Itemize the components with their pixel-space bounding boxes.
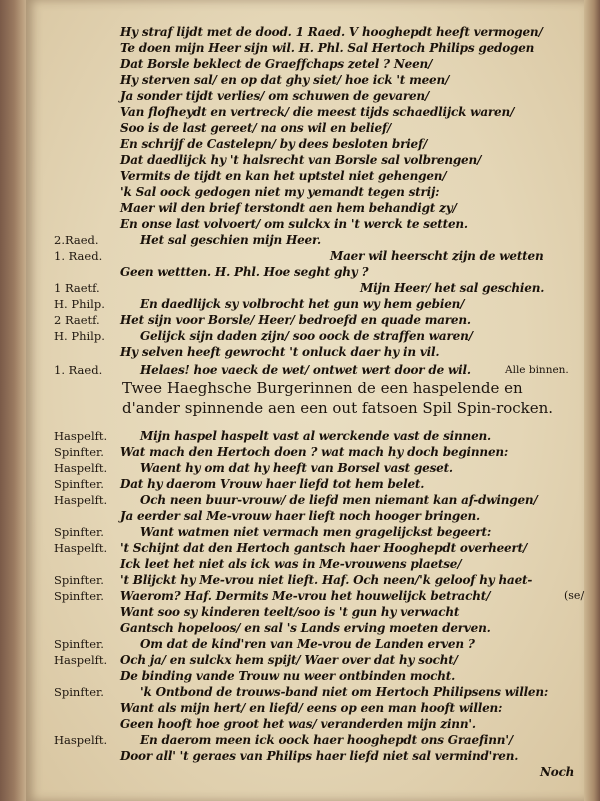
- verse-text: Dat Borsle beklect de Graeffchaps zetel ? Neen/: [120, 57, 433, 71]
- verse-text: 't Blijckt hy Me-vrou niet lieft. Haf. Och neen/'k geloof hy haet-: [120, 573, 533, 587]
- text-line: [0, 620, 600, 636]
- speaker-label: Haspelft.: [54, 541, 108, 555]
- text-line: [0, 588, 600, 604]
- verse-text: Och ja/ en sulckx hem spijt/ Waer over dat hy socht/: [120, 653, 458, 667]
- scene-heading: Twee Haeghsche Burgerinnen de een haspelende en d'ander spinnende aen een out fatsoen Spil Spin-rocken.: [122, 379, 554, 417]
- speaker-label: H. Philp.: [54, 329, 105, 343]
- text-line: [0, 88, 600, 104]
- text-line: [0, 216, 600, 232]
- speaker-label: Spinfter.: [54, 477, 104, 491]
- text-line: [0, 344, 600, 360]
- speaker-label: Haspelft.: [54, 653, 108, 667]
- text-line: [0, 684, 600, 700]
- verse-text: 'k Sal oock gedogen niet my yemandt tegen strij:: [120, 185, 440, 199]
- text-line: [0, 72, 600, 88]
- text-line: [0, 168, 600, 184]
- verse-text: 'k Ontbond de trouws-band niet om Hertoch Philipsens willen:: [140, 685, 549, 699]
- text-line: [0, 636, 600, 652]
- speaker-label: Spinfter.: [54, 685, 104, 699]
- verse-text: Ja eerder sal Me-vrouw haer lieft noch hooger bringen.: [120, 509, 481, 523]
- speaker-label: 1 Raetf.: [54, 281, 100, 295]
- speaker-label: 2 Raetf.: [54, 313, 100, 327]
- text-line: [0, 700, 600, 716]
- verse-text: Gelijck sijn daden zijn/ soo oock de straffen waren/: [140, 329, 473, 343]
- verse-text: Och neen buur-vrouw/ de liefd men niemant kan af-dwingen/: [140, 493, 538, 507]
- verse-text: 't Schijnt dat den Hertoch gantsch haer Hooghepdt overheert/: [120, 541, 528, 555]
- text-line: [0, 280, 600, 296]
- text-line: [0, 476, 600, 492]
- text-line: [0, 40, 600, 56]
- verse-text: Mijn haspel haspelt vast al werckende vast de sinnen.: [140, 429, 491, 443]
- speaker-label: Spinfter.: [54, 637, 104, 651]
- speaker-label: Haspelft.: [54, 461, 108, 475]
- verse-text: Om dat de kind'ren van Me-vrou de Landen erven ?: [140, 637, 475, 651]
- verse-text: En schrijf de Castelepn/ by dees besloten brief/: [120, 137, 428, 151]
- text-line: [0, 508, 600, 524]
- speaker-label: 1. Raed.: [54, 363, 103, 377]
- text-line: [0, 296, 600, 312]
- text-line: [0, 312, 600, 328]
- verse-text: Hy sterven sal/ en op dat ghy siet/ hoe ick 't meen/: [120, 73, 450, 87]
- verse-text: Het sal geschien mijn Heer.: [140, 233, 321, 247]
- text-line: [0, 56, 600, 72]
- catchword: Noch: [540, 765, 575, 779]
- verse-text: Helaes! hoe vaeck de wet/ ontwet wert door de wil.: [140, 363, 471, 377]
- speaker-label: Haspelft.: [54, 493, 108, 507]
- verse-text: Vermits de tijdt en kan het uptstel niet gehengen/: [120, 169, 447, 183]
- text-line: [0, 428, 600, 444]
- text-line: [0, 264, 600, 280]
- speaker-label: Spinfter.: [54, 573, 104, 587]
- verse-text: En onse last volvoert/ om sulckx in 't werck te setten.: [120, 217, 468, 231]
- verse-text: Maer wil heerscht zijn de wetten: [330, 249, 544, 263]
- text-line: [0, 460, 600, 476]
- verse-text: Van flofheydt en vertreck/ die meest tijds schaedlijck waren/: [120, 105, 515, 119]
- stage-direction: Alle binnen.: [505, 364, 569, 376]
- text-line: [0, 328, 600, 344]
- verse-text: Ick leet het niet als ick was in Me-vrouwens plaetse/: [120, 557, 462, 571]
- text-line: [0, 604, 600, 620]
- verse-text: Mijn Heer/ het sal geschien.: [360, 281, 545, 295]
- speaker-label: Spinfter.: [54, 525, 104, 539]
- speaker-label: Haspelft.: [54, 733, 108, 747]
- text-line: [0, 444, 600, 460]
- text-line: [0, 120, 600, 136]
- verse-text: Waent hy om dat hy heeft van Borsel vast geset.: [140, 461, 453, 475]
- speaker-label: 2.Raed.: [54, 233, 99, 247]
- margin-note: (se/: [564, 589, 585, 602]
- verse-text: Soo is de last gereet/ na ons wil en belief/: [120, 121, 392, 135]
- text-line: [0, 668, 600, 684]
- text-line: [0, 572, 600, 588]
- verse-text: Hy straf lijdt met de dood. 1 Raed. V hooghepdt heeft vermogen/: [120, 25, 543, 39]
- verse-text: Hy selven heeft gewrocht 't onluck daer hy in vil.: [120, 345, 440, 359]
- speaker-label: Spinfter.: [54, 589, 104, 603]
- verse-text: En daedlijck sy volbrocht het gun wy hem gebien/: [140, 297, 465, 311]
- verse-text: Dat daedlijck hy 't halsrecht van Borsle sal volbrengen/: [120, 153, 482, 167]
- text-line: [0, 24, 600, 40]
- text-line: [0, 200, 600, 216]
- verse-text: Maer wil den brief terstondt aen hem behandigt zy/: [120, 201, 457, 215]
- text-line: [0, 524, 600, 540]
- speaker-label: Spinfter.: [54, 445, 104, 459]
- text-line: [0, 716, 600, 732]
- text-line: [0, 492, 600, 508]
- verse-text: Door all' 't geraes van Philips haer liefd niet sal vermind'ren.: [120, 749, 519, 763]
- text-line: [0, 248, 600, 264]
- speaker-label: Haspelft.: [54, 429, 108, 443]
- text-line: [0, 732, 600, 748]
- text-line: [0, 748, 600, 764]
- text-line: [0, 104, 600, 120]
- verse-text: Waerom? Haf. Dermits Me-vrou het houwelijck betracht/: [120, 589, 491, 603]
- text-line: [0, 540, 600, 556]
- text-line: [0, 136, 600, 152]
- verse-text: Het sijn voor Borsle/ Heer/ bedroefd en quade maren.: [120, 313, 471, 327]
- verse-text: Geen hooft hoe groot het was/ veranderden mijn zinn'.: [120, 717, 476, 731]
- verse-text: En daerom meen ick oock haer hooghepdt ons Graefinn'/: [140, 733, 513, 747]
- verse-text: Dat hy daerom Vrouw haer liefd tot hem belet.: [120, 477, 425, 491]
- text-line: [0, 184, 600, 200]
- verse-text: Wat mach den Hertoch doen ? wat mach hy doch beginnen:: [120, 445, 509, 459]
- text-line: [0, 556, 600, 572]
- verse-text: Want als mijn hert/ en liefd/ eens op een man hooft willen:: [120, 701, 503, 715]
- verse-text: Gantsch hopeloos/ en sal 's Lands erving moeten derven.: [120, 621, 491, 635]
- text-line: [0, 362, 600, 378]
- verse-text: Want soo sy kinderen teelt/soo is 't gun hy verwacht: [120, 605, 460, 619]
- text-line: [0, 232, 600, 248]
- verse-text: Ja sonder tijdt verlies/ om schuwen de gevaren/: [120, 89, 430, 103]
- verse-text: Geen wettten. H. Phl. Hoe seght ghy ?: [120, 265, 369, 279]
- catchword-line: [0, 764, 600, 780]
- verse-text: Want watmen niet vermach men gragelijckst begeert:: [140, 525, 492, 539]
- verse-text: Te doen mijn Heer sijn wil. H. Phl. Sal Hertoch Philips gedogen: [120, 41, 535, 55]
- text-line: [0, 652, 600, 668]
- speaker-label: 1. Raed.: [54, 249, 103, 263]
- text-line: [0, 152, 600, 168]
- speaker-label: H. Philp.: [54, 297, 105, 311]
- verse-text: De binding vande Trouw nu weer ontbinden mocht.: [120, 669, 456, 683]
